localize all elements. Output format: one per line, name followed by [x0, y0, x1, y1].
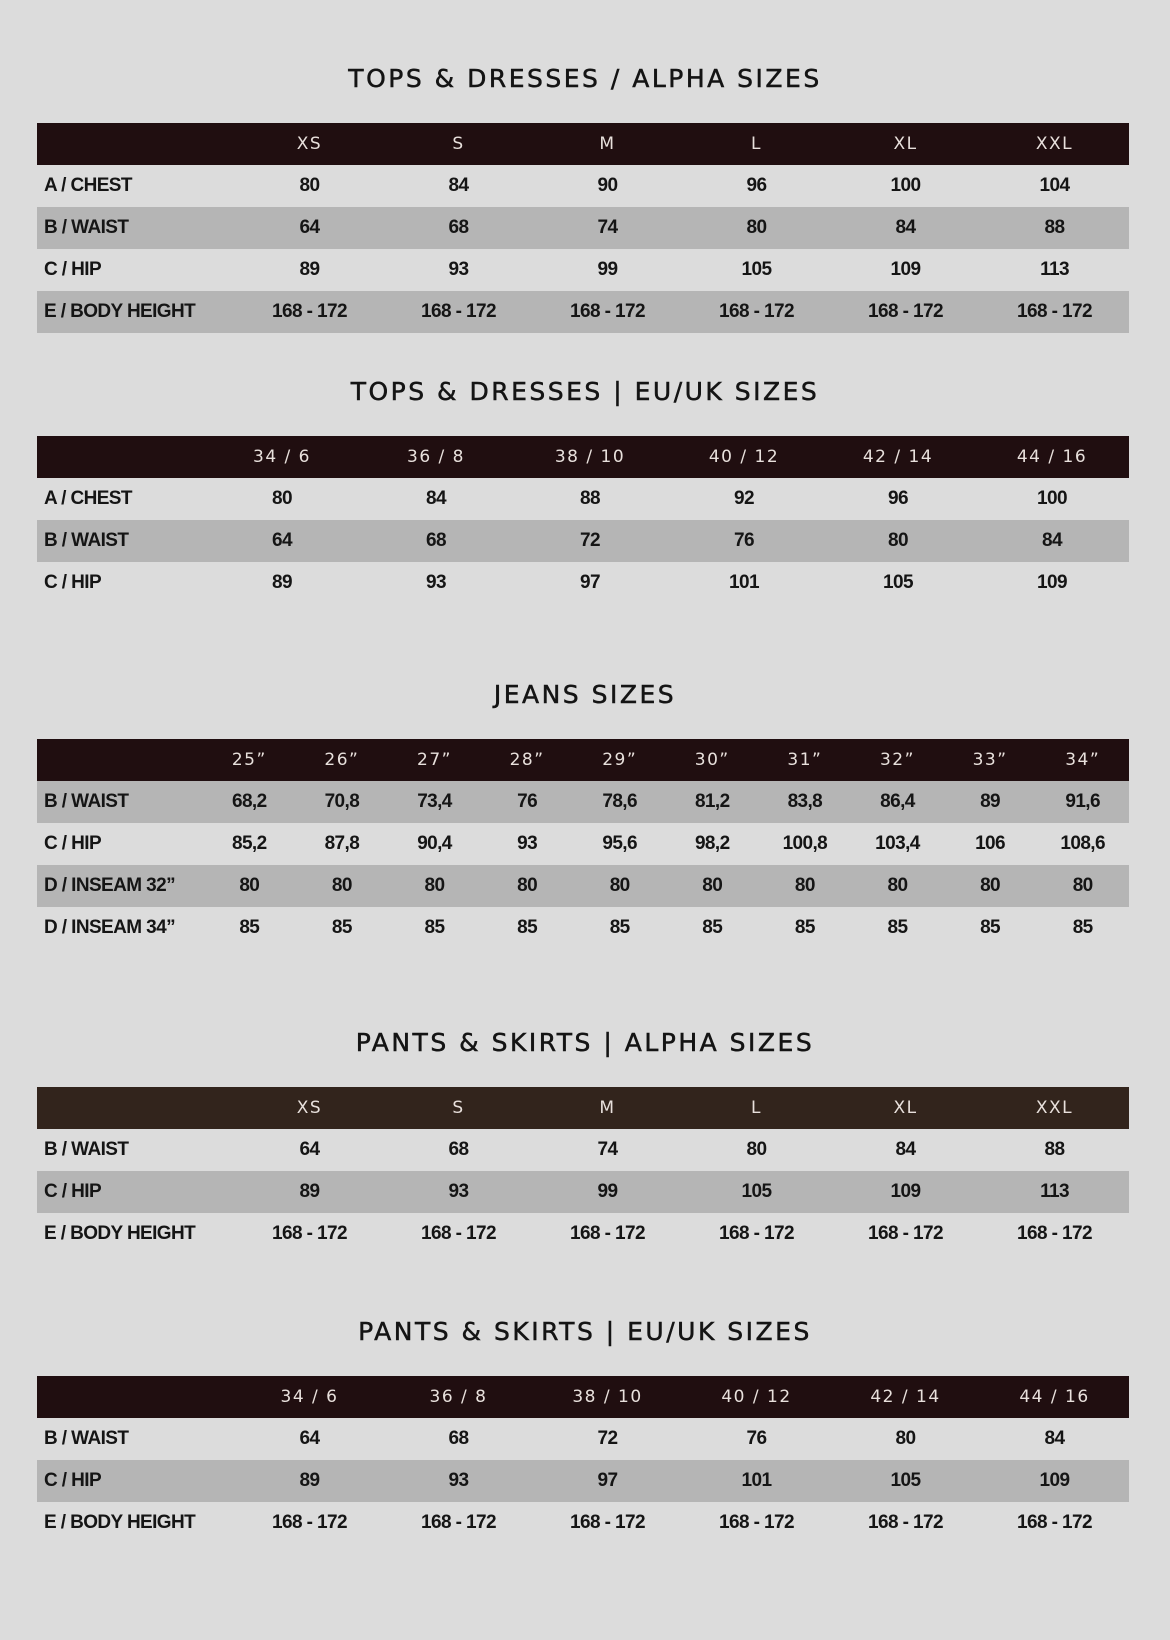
table-row: [37, 207, 1129, 249]
table-cell: 93: [517, 833, 538, 854]
size-table: [37, 739, 1129, 949]
section-title: TOPS & DRESSES / ALPHA SIZES: [348, 64, 822, 93]
table-cell: 168 - 172: [272, 1512, 347, 1533]
table-cell: 85: [794, 917, 815, 938]
size-table: [37, 1087, 1129, 1255]
column-header: XL: [893, 1098, 918, 1118]
row-label: B / WAIST: [37, 781, 203, 823]
table-cell: 88: [580, 488, 600, 509]
table-cell: 105: [682, 1171, 831, 1213]
table-cell: 64: [299, 1139, 320, 1160]
table-cell: 86,4: [851, 781, 944, 823]
column-header: 38 / 10: [572, 1387, 643, 1407]
table-cell: 85: [702, 917, 723, 938]
table-row: [37, 823, 1129, 865]
table-cell: 85: [517, 917, 538, 938]
table-cell: 78,6: [573, 781, 666, 823]
table-row: [37, 1213, 1129, 1255]
row-label: C / HIP: [37, 1460, 235, 1502]
column-header: 31”: [787, 750, 823, 770]
column-header: 38 / 10: [554, 447, 626, 467]
table-cell: 80: [1036, 865, 1129, 907]
table-cell: 90: [597, 175, 618, 196]
column-header: 40 / 12: [708, 447, 780, 467]
table-cell: 99: [533, 1171, 682, 1213]
table-cell: 80: [821, 520, 975, 562]
table-cell: 72: [597, 1428, 618, 1449]
table-cell: 80: [682, 207, 831, 249]
header-corner: [37, 739, 203, 781]
table-cell: 95,6: [602, 833, 637, 854]
size-table: [37, 1376, 1129, 1544]
table-cell: 87,8: [324, 833, 360, 854]
table-cell: 168 - 172: [1017, 1512, 1092, 1533]
table-cell: 93: [384, 1171, 533, 1213]
header-corner: [37, 436, 205, 478]
table-cell: 89: [235, 1171, 384, 1213]
table-cell: 168 - 172: [719, 1512, 794, 1533]
row-label: B / WAIST: [37, 520, 205, 562]
table-cell: 68: [448, 1139, 469, 1160]
table-cell: 74: [533, 207, 682, 249]
row-label: B / WAIST: [37, 207, 235, 249]
table-cell: 80: [203, 865, 296, 907]
table-row: [37, 1129, 1129, 1171]
table-row: [37, 478, 1129, 520]
column-header: 28”: [509, 750, 545, 770]
table-cell: 68: [359, 520, 513, 562]
table-cell: 80: [573, 865, 666, 907]
column-header: S: [452, 134, 465, 154]
row-label: E / BODY HEIGHT: [44, 1512, 196, 1533]
table-cell: 168 - 172: [570, 1223, 645, 1244]
table-cell: 92: [734, 488, 754, 509]
section-title: PANTS & SKIRTS | EU/UK SIZES: [358, 1317, 812, 1346]
table-cell: 88: [1044, 1139, 1065, 1160]
table-row: [37, 1460, 1129, 1502]
table-cell: 64: [235, 207, 384, 249]
table-cell: 109: [980, 1460, 1129, 1502]
row-label: D / INSEAM 32”: [37, 865, 203, 907]
table-cell: 103,4: [875, 833, 920, 854]
column-header: 34”: [1065, 750, 1101, 770]
section-title: TOPS & DRESSES | EU/UK SIZES: [350, 377, 820, 406]
column-header: 25”: [231, 750, 267, 770]
table-cell: 83,8: [759, 781, 852, 823]
table-cell: 81,2: [666, 781, 759, 823]
table-cell: 168 - 172: [980, 291, 1129, 333]
column-header: XXL: [1035, 134, 1074, 154]
column-header: 26”: [324, 750, 360, 770]
table-cell: 98,2: [694, 833, 730, 854]
table-row: [37, 865, 1129, 907]
column-header: L: [751, 134, 762, 154]
table-cell: 84: [975, 520, 1129, 562]
table-cell: 109: [831, 1171, 980, 1213]
table-cell: 97: [533, 1460, 682, 1502]
table-cell: 100: [890, 175, 921, 196]
table-cell: 89: [299, 259, 320, 280]
table-cell: 84: [831, 207, 980, 249]
column-header: 33”: [972, 750, 1008, 770]
table-cell: 109: [890, 259, 921, 280]
table-cell: 68: [448, 1428, 469, 1449]
row-label: C / HIP: [37, 1171, 235, 1213]
table-cell: 168 - 172: [868, 1223, 943, 1244]
table-row: [37, 165, 1129, 207]
table-cell: 73,4: [388, 781, 481, 823]
table-cell: 88: [980, 207, 1129, 249]
table-header-row: [37, 1376, 1129, 1418]
table-cell: 168 - 172: [831, 291, 980, 333]
table-cell: 93: [426, 572, 446, 593]
table-cell: 168 - 172: [421, 1223, 496, 1244]
table-header-row: [37, 123, 1129, 165]
table-cell: 105: [883, 572, 913, 593]
table-cell: 89: [272, 572, 292, 593]
table-cell: 85: [980, 917, 1001, 938]
table-cell: 113: [980, 1171, 1129, 1213]
table-cell: 93: [384, 1460, 533, 1502]
table-cell: 101: [729, 572, 759, 593]
table-cell: 80: [759, 865, 852, 907]
row-label: C / HIP: [44, 833, 102, 854]
table-cell: 97: [580, 572, 600, 593]
table-cell: 80: [299, 175, 320, 196]
row-label: D / INSEAM 34”: [44, 917, 175, 938]
table-cell: 85: [331, 917, 352, 938]
table-row: [37, 1502, 1129, 1544]
column-header: M: [599, 134, 616, 154]
table-cell: 96: [888, 488, 908, 509]
table-cell: 85: [424, 917, 445, 938]
table-cell: 80: [296, 865, 389, 907]
column-header: 42 / 14: [870, 1387, 941, 1407]
table-cell: 91,6: [1036, 781, 1129, 823]
table-cell: 80: [851, 865, 944, 907]
table-cell: 168 - 172: [235, 291, 384, 333]
table-cell: 100: [1037, 488, 1067, 509]
row-label: E / BODY HEIGHT: [37, 291, 235, 333]
table-cell: 70,8: [296, 781, 389, 823]
table-cell: 80: [944, 865, 1037, 907]
table-row: [37, 249, 1129, 291]
column-header: 44 / 16: [1019, 1387, 1090, 1407]
table-row: [37, 907, 1129, 949]
table-cell: 85,2: [232, 833, 267, 854]
table-cell: 76: [667, 520, 821, 562]
column-header: XS: [296, 1098, 323, 1118]
table-cell: 168 - 172: [868, 1512, 943, 1533]
column-header: 34 / 6: [280, 1387, 339, 1407]
row-label: A / CHEST: [44, 488, 132, 509]
table-cell: 80: [272, 488, 292, 509]
table-cell: 93: [448, 259, 469, 280]
table-cell: 168 - 172: [719, 1223, 794, 1244]
table-cell: 74: [597, 1139, 618, 1160]
column-header: M: [599, 1098, 616, 1118]
column-header: 30”: [694, 750, 730, 770]
table-row: [37, 562, 1129, 604]
column-header: XL: [893, 134, 918, 154]
table-cell: 80: [746, 1139, 767, 1160]
table-cell: 168 - 172: [682, 291, 831, 333]
row-label: C / HIP: [44, 572, 102, 593]
table-cell: 85: [609, 917, 630, 938]
size-table: [37, 123, 1129, 333]
table-row: [37, 291, 1129, 333]
row-label: A / CHEST: [44, 175, 132, 196]
table-cell: 168 - 172: [421, 1512, 496, 1533]
table-cell: 105: [741, 259, 772, 280]
column-header: 36 / 8: [407, 447, 465, 467]
table-cell: 76: [481, 781, 574, 823]
row-label: B / WAIST: [44, 1139, 129, 1160]
section-title: PANTS & SKIRTS | ALPHA SIZES: [355, 1028, 815, 1057]
column-header: XS: [296, 134, 323, 154]
row-label: C / HIP: [44, 259, 102, 280]
table-cell: 84: [895, 1139, 916, 1160]
table-cell: 85: [887, 917, 908, 938]
table-cell: 89: [235, 1460, 384, 1502]
table-cell: 72: [513, 520, 667, 562]
table-cell: 101: [682, 1460, 831, 1502]
table-cell: 168 - 172: [533, 291, 682, 333]
table-cell: 99: [597, 259, 618, 280]
table-cell: 85: [239, 917, 260, 938]
table-cell: 168 - 172: [272, 1223, 347, 1244]
table-cell: 104: [1039, 175, 1070, 196]
table-cell: 109: [1037, 572, 1067, 593]
header-corner: [37, 1376, 235, 1418]
table-cell: 64: [299, 1428, 320, 1449]
column-header: 27”: [417, 750, 452, 770]
table-cell: 108,6: [1060, 833, 1105, 854]
column-header: 36 / 8: [429, 1387, 488, 1407]
table-cell: 168 - 172: [570, 1512, 645, 1533]
column-header: 40 / 12: [721, 1387, 792, 1407]
size-table: [37, 436, 1129, 604]
table-cell: 68: [384, 207, 533, 249]
table-cell: 168 - 172: [384, 291, 533, 333]
header-corner: [37, 123, 235, 165]
table-cell: 168 - 172: [1017, 1223, 1092, 1244]
table-cell: 80: [666, 865, 759, 907]
table-cell: 100,8: [782, 833, 828, 854]
table-cell: 80: [481, 865, 574, 907]
table-cell: 90,4: [417, 833, 452, 854]
table-cell: 84: [1044, 1428, 1065, 1449]
table-cell: 85: [1072, 917, 1093, 938]
table-row: [37, 520, 1129, 562]
column-header: S: [452, 1098, 465, 1118]
table-cell: 105: [831, 1460, 980, 1502]
table-cell: 68,2: [203, 781, 296, 823]
table-row: [37, 1171, 1129, 1213]
table-cell: 84: [448, 175, 469, 196]
table-cell: 64: [205, 520, 359, 562]
column-header: 44 / 16: [1016, 447, 1088, 467]
table-header-row: [37, 436, 1129, 478]
table-cell: 80: [895, 1428, 916, 1449]
table-cell: 76: [746, 1428, 767, 1449]
column-header: L: [751, 1098, 762, 1118]
row-label: E / BODY HEIGHT: [44, 1223, 196, 1244]
column-header: 29”: [602, 750, 638, 770]
header-corner: [37, 1087, 235, 1129]
table-cell: 89: [944, 781, 1037, 823]
column-header: 42 / 14: [862, 447, 934, 467]
column-header: 32”: [879, 750, 915, 770]
table-cell: 96: [746, 175, 767, 196]
column-header: 34 / 6: [253, 447, 311, 467]
table-header-row: [37, 1087, 1129, 1129]
section-title: JEANS SIZES: [493, 680, 677, 709]
table-cell: 106: [975, 833, 1005, 854]
table-row: [37, 1418, 1129, 1460]
table-cell: 80: [388, 865, 481, 907]
table-row: [37, 781, 1129, 823]
table-header-row: [37, 739, 1129, 781]
table-cell: 84: [426, 488, 446, 509]
column-header: XXL: [1035, 1098, 1074, 1118]
row-label: B / WAIST: [44, 1428, 129, 1449]
table-cell: 113: [1040, 259, 1069, 280]
